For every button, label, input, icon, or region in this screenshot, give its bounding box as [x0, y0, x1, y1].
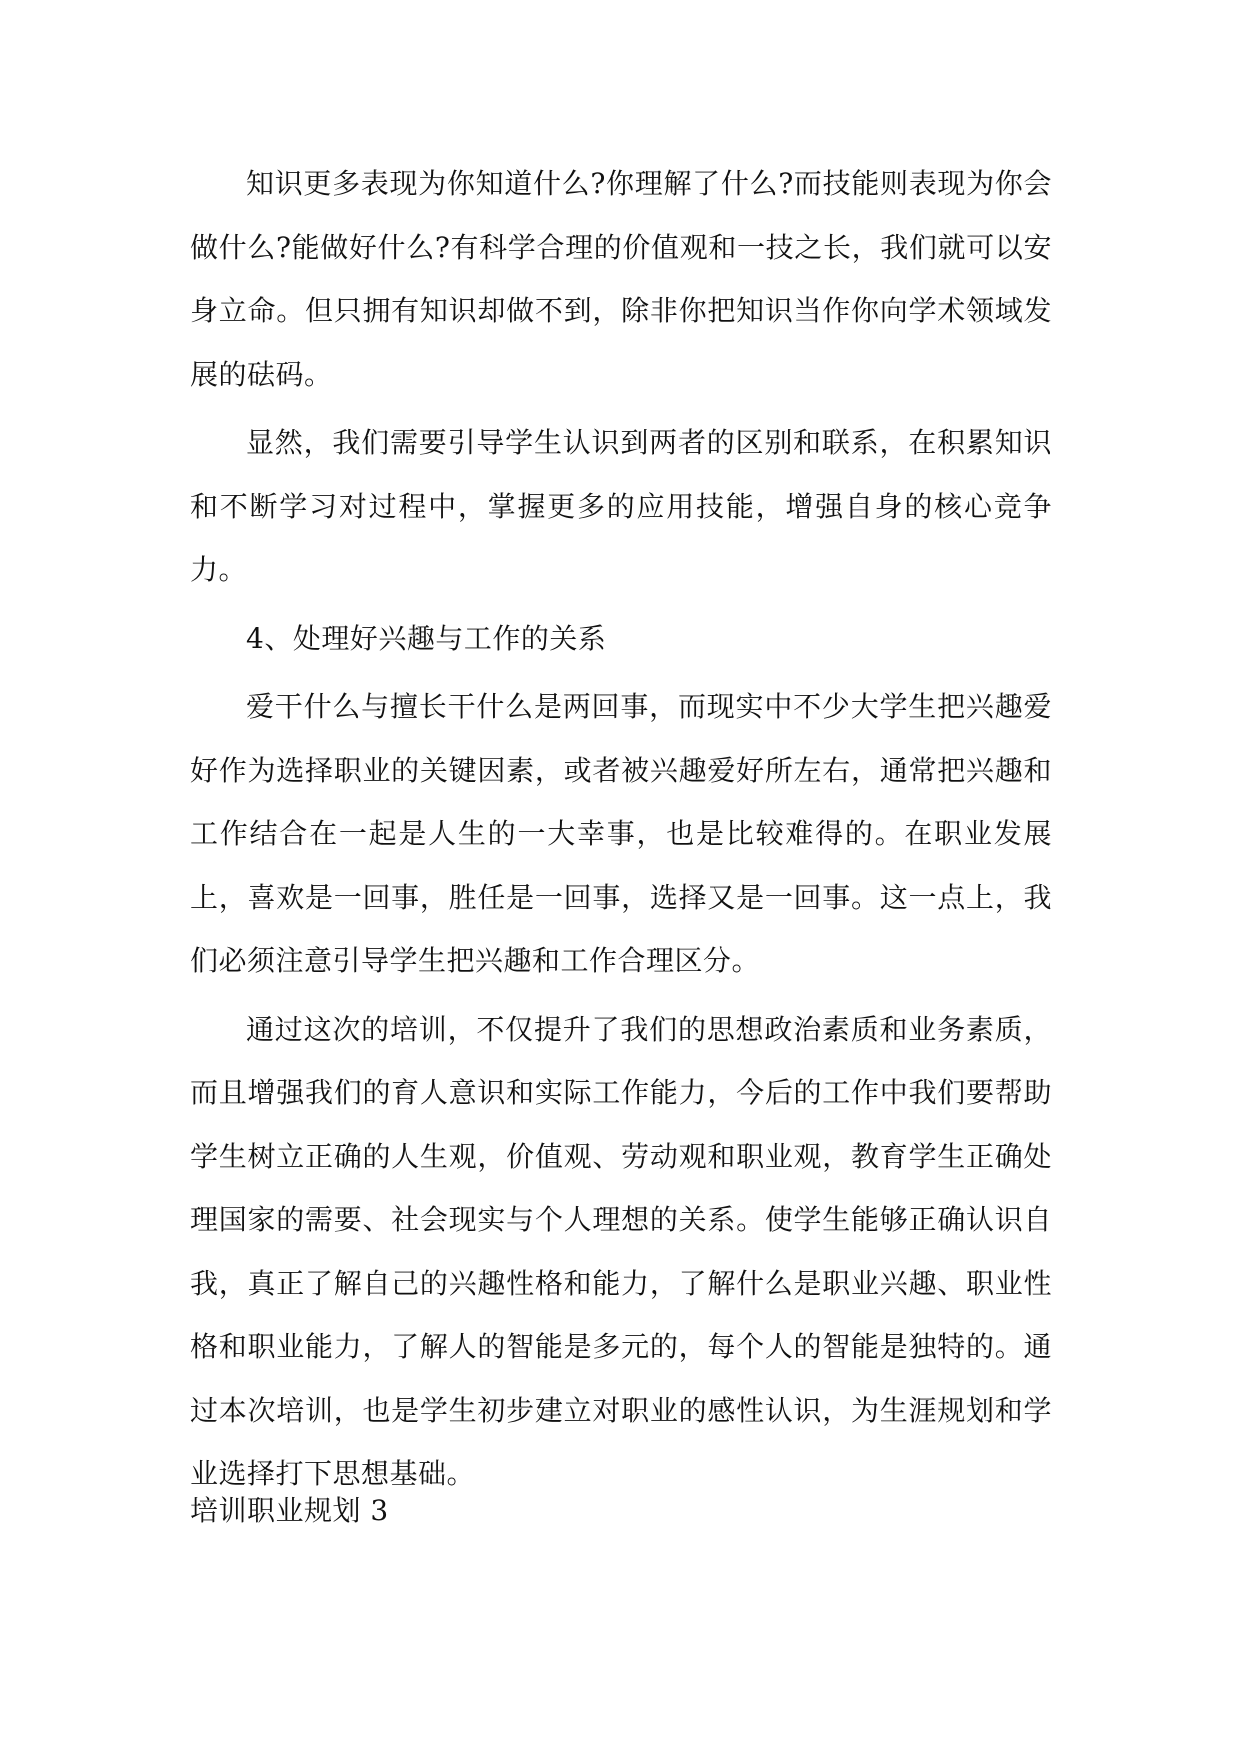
document-body: [190, 152, 1052, 1511]
paragraph-knowledge-skills: 知识更多表现为你知道什么?你理解了什么?而技能则表现为你会做什么?能做好什么?有科学合理的价值观和一技之长，我们就可以安身立命。但只拥有知识却做不到，除非你把知识当作你向学术领域发展的砝码。: [190, 167, 1052, 391]
subheading-interest-work: 4、处理好兴趣与工作的关系: [246, 621, 607, 655]
paragraph-training-summary: 通过这次的培训，不仅提升了我们的思想政治素质和业务素质，而且增强我们的育人意识和实际工作能力，今后的工作中我们要帮助学生树立正确的人生观，价值观、劳动观和职业观，教育学生正确处理国家的需要、社会现实与个人理想的关系。使学生能够正确认识自我，真正了解自己的兴趣性格和能力，了解什么是职业兴趣、职业性格和职业能力，了解人的智能是多元的，每个人的智能是独特的。通过本次培训，也是学生初步建立对职业的感性认识，为生涯规划和学业选择打下思想基础。: [190, 1012, 1052, 1490]
paragraph-guidance: 显然，我们需要引导学生认识到两者的区别和联系，在积累知识和不断学习对过程中，掌握更多的应用技能，增强自身的核心竞争力。: [190, 426, 1052, 586]
section-title: 培训职业规划 3: [190, 1494, 389, 1527]
paragraph-interest-work: 爱干什么与擅长干什么是两回事，而现实中不少大学生把兴趣爱好作为选择职业的关键因素，或者被兴趣爱好所左右，通常把兴趣和工作结合在一起是人生的一大幸事，也是比较难得的。在职业发展上，喜欢是一回事，胜任是一回事，选择又是一回事。这一点上，我们必须注意引导学生把兴趣和工作合理区分。: [190, 690, 1052, 977]
